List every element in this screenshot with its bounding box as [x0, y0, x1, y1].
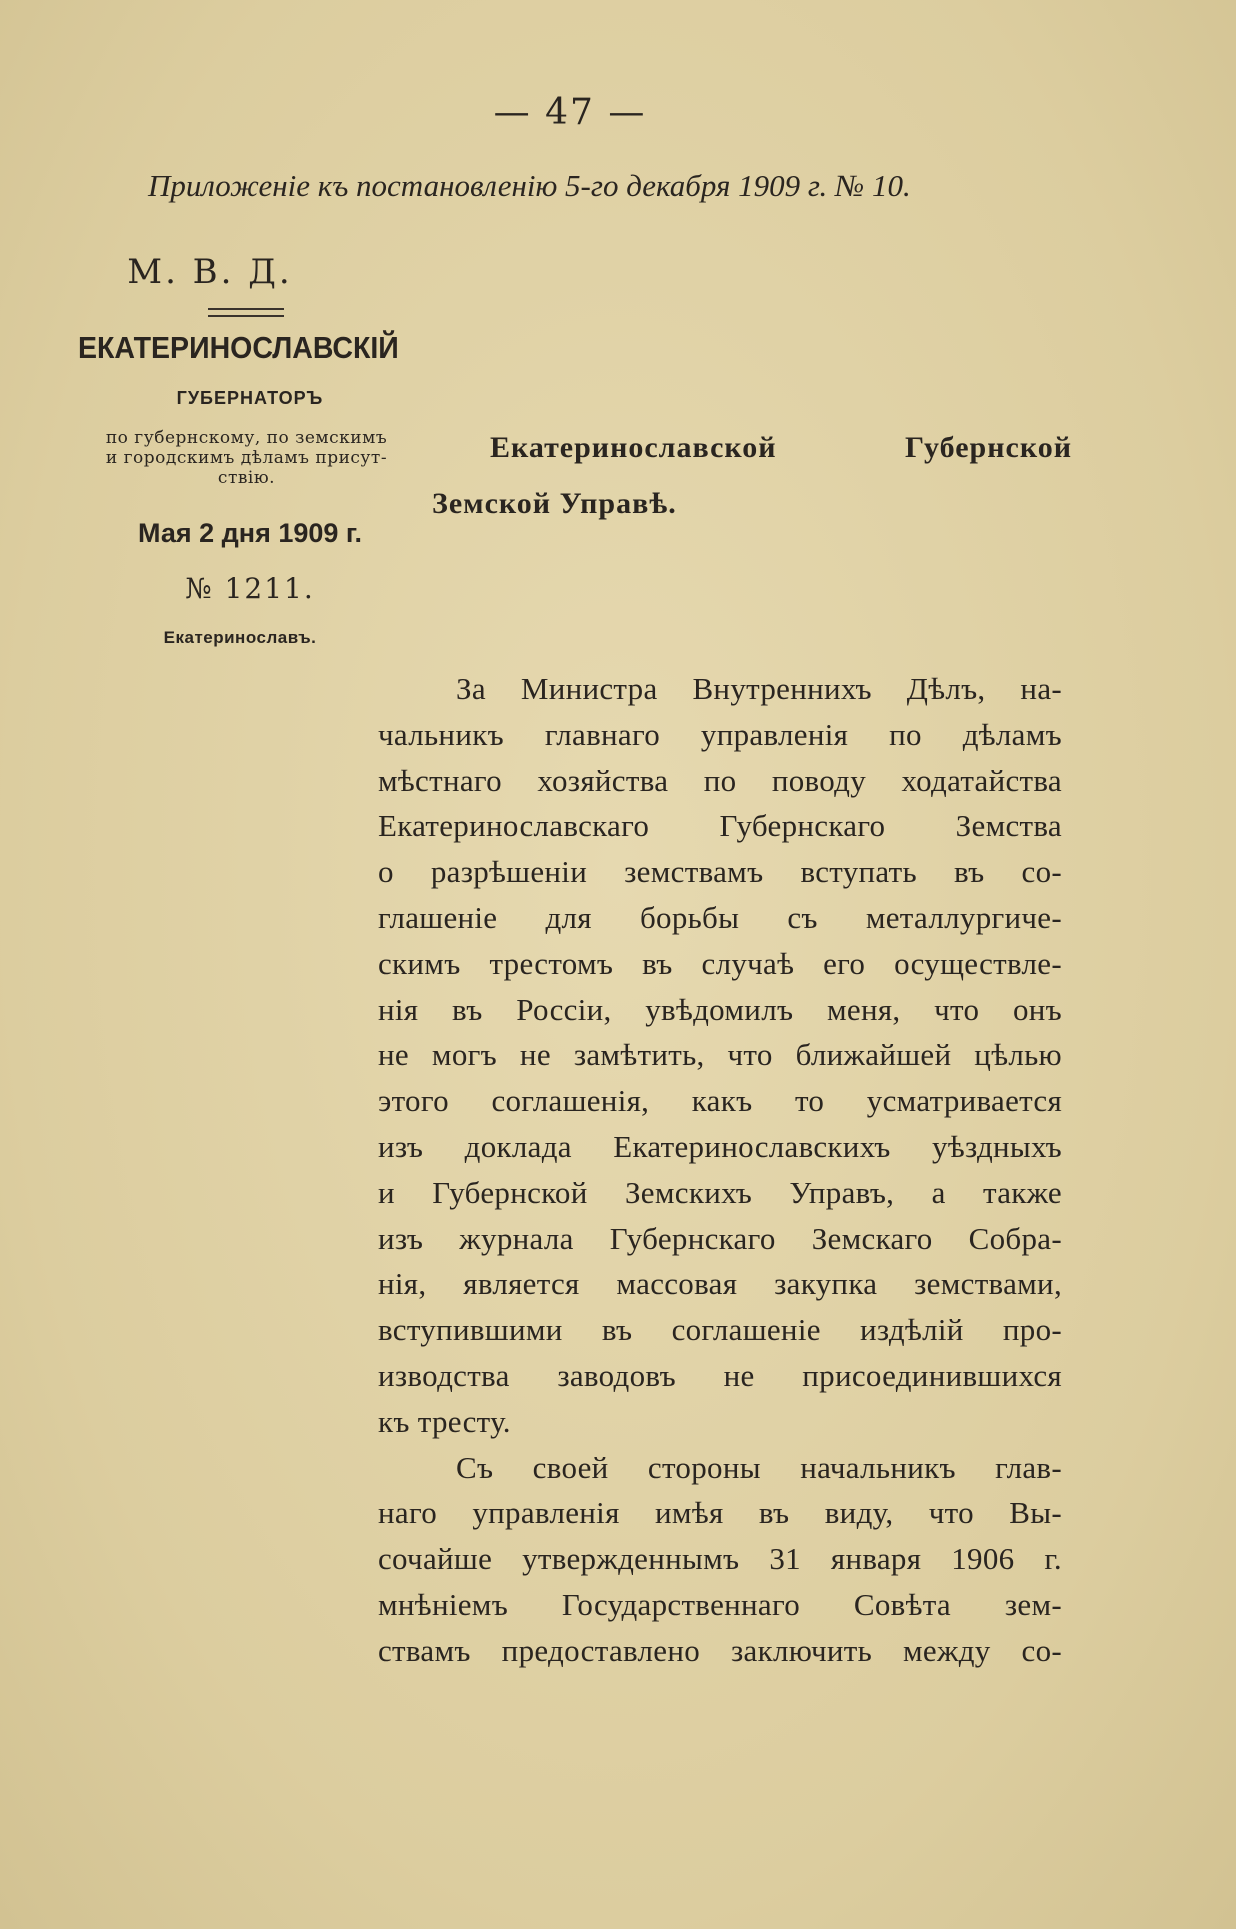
text-line: не могъ не замѣтить, что ближайшей цѣлью: [378, 1037, 1062, 1073]
letter-number: № 1211.: [185, 572, 315, 605]
letter-date: Мая 2 дня 1909 г.: [138, 518, 362, 548]
text-line: изводства заводовъ не присоединившихся: [378, 1357, 1062, 1393]
sender-office: ЕКАТЕРИНОСЛАВСКІЙ: [78, 330, 399, 365]
text-line: къ тресту.: [378, 1403, 511, 1439]
sender-city: Екатеринославъ.: [163, 628, 317, 647]
text-line: наго управленія имѣя въ виду, что Вы-: [378, 1495, 1062, 1531]
text-line: изъ журнала Губернскаго Земскаго Собра-: [378, 1220, 1062, 1256]
text-line: вступившими въ соглашеніе издѣлій про-: [378, 1312, 1062, 1348]
double-rule-divider: [208, 308, 284, 317]
ministry-abbreviation: М. В. Д.: [127, 252, 293, 292]
sender-department: [74, 428, 419, 488]
body-paragraph: [378, 666, 1062, 1445]
text-line: ствамъ предоставлено заключить между со-: [378, 1632, 1062, 1668]
text-line: скимъ трестомъ въ случаѣ его осуществле-: [378, 945, 1062, 981]
letter-body: [378, 666, 1062, 1674]
text-line: За Министра Внутреннихъ Дѣлъ, на-: [456, 671, 1062, 706]
text-line: нія, является массовая закупка земствами,: [378, 1266, 1062, 1302]
text-line: этого соглашенія, какъ то усматривается: [378, 1083, 1062, 1119]
department-line: по губернскому, по земскимъ: [105, 428, 388, 448]
text-line: глашеніе для борьбы съ металлургиче-: [378, 899, 1062, 935]
body-paragraph: [378, 1445, 1062, 1674]
text-line: и Губернской Земскихъ Управъ, а также: [378, 1174, 1062, 1210]
text-line: сочайше утвержденнымъ 31 января 1906 г.: [378, 1541, 1062, 1577]
text-line: мнѣніемъ Государственнаго Совѣта зем-: [378, 1586, 1062, 1622]
text-line: нія въ Россіи, увѣдомилъ меня, что онъ: [378, 991, 1062, 1027]
department-line: ствію.: [217, 468, 276, 488]
addressee-line: Екатеринославской Губернской: [490, 431, 1072, 464]
page-number: — 47 —: [493, 92, 647, 133]
addressee: [432, 420, 1072, 532]
text-line: о разрѣшеніи земствамъ вступать въ со-: [378, 854, 1062, 890]
sender-title: ГУБЕРНАТОРЪ: [176, 388, 324, 408]
text-line: изъ доклада Екатеринославскихъ уѣздныхъ: [378, 1128, 1062, 1164]
addressee-line: Земской Управѣ.: [432, 487, 677, 520]
text-line: мѣстнаго хозяйства по поводу ходатайства: [378, 762, 1062, 798]
text-line: Екатеринославскаго Губернскаго Земства: [378, 808, 1062, 844]
text-line: Съ своей стороны начальникъ глав-: [456, 1449, 1062, 1485]
appendix-note: Приложеніе къ постановленію 5-го декабря 1909 г. № 10.: [148, 168, 911, 203]
text-line: чальникъ главнаго управленія по дѣламъ: [378, 716, 1062, 752]
department-line: и городскимъ дѣламъ присут-: [105, 448, 388, 468]
